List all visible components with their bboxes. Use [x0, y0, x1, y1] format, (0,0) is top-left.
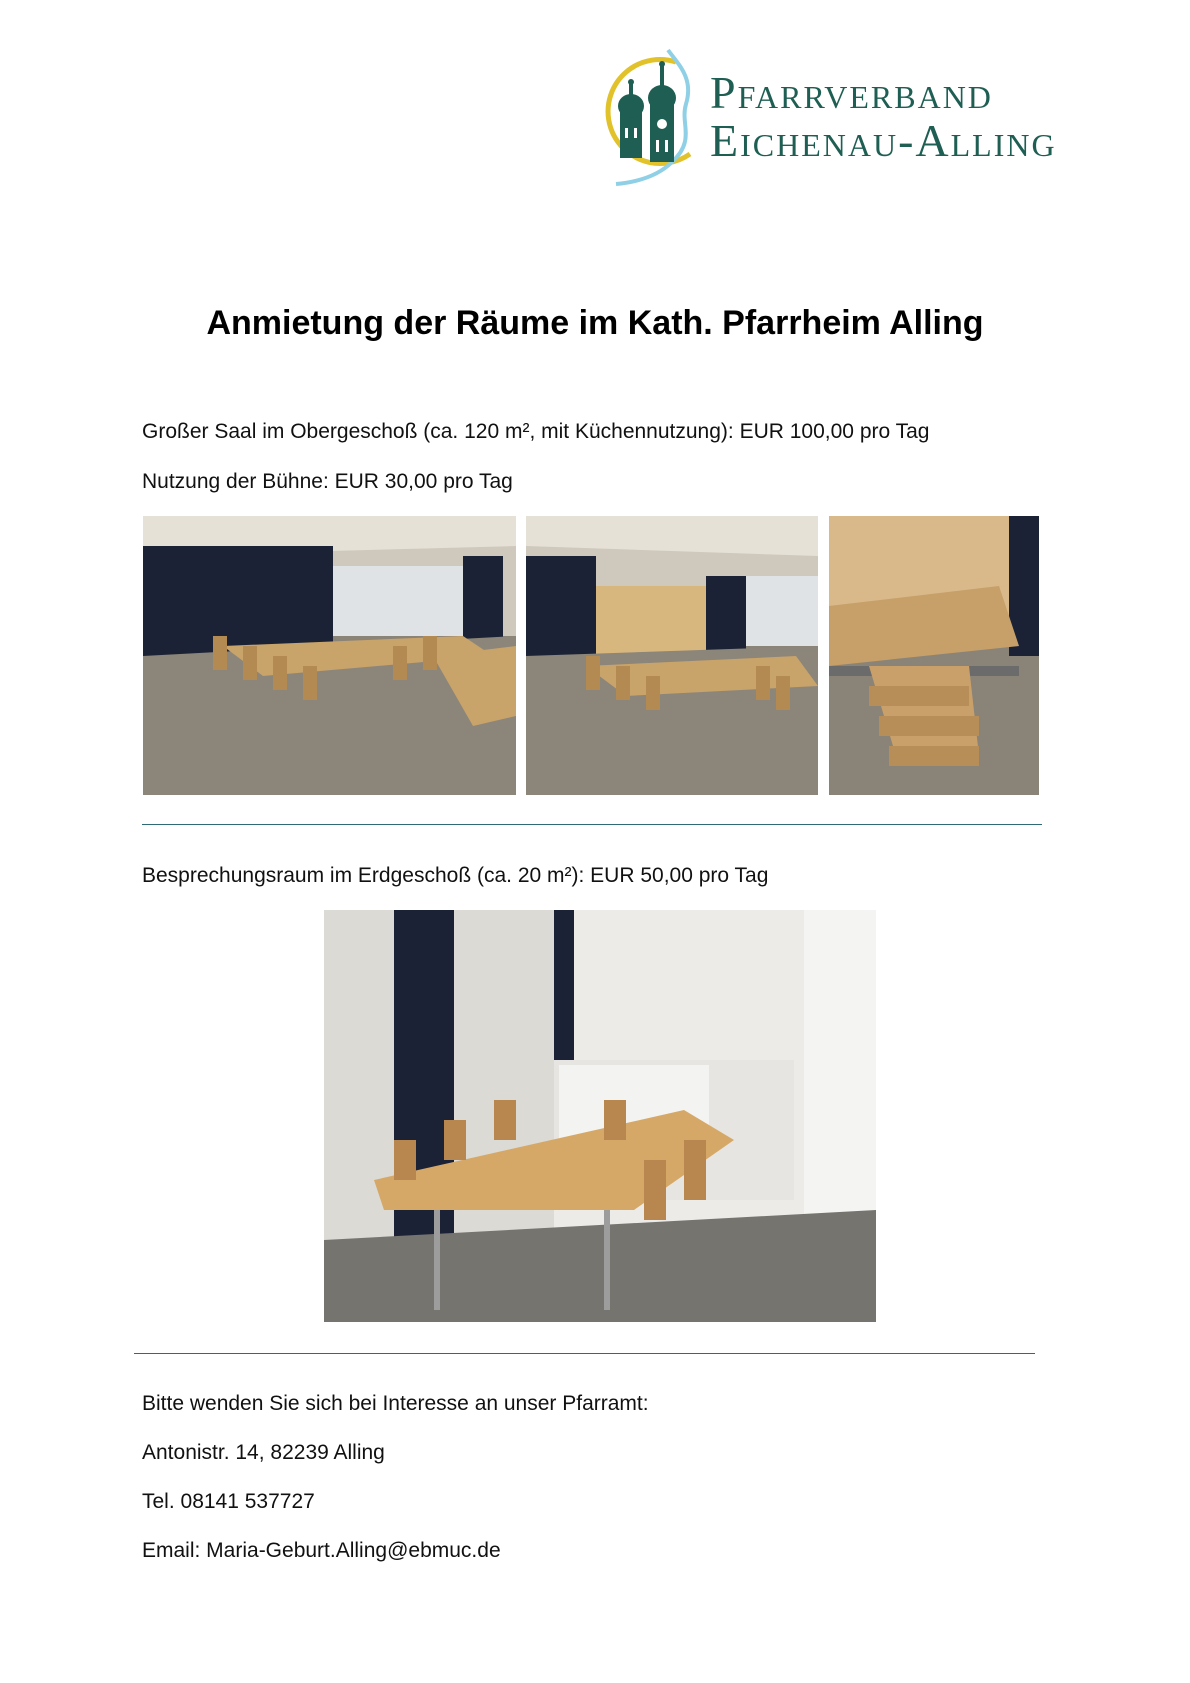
contact-phone: Tel. 08141 537727	[142, 1490, 315, 1513]
contact-intro: Bitte wenden Sie sich bei Interesse an unser Pfarramt:	[142, 1392, 649, 1415]
section-divider	[142, 824, 1042, 825]
photo-besprechungsraum	[324, 910, 876, 1322]
photo-saal-1	[143, 516, 516, 795]
photo-buehne	[829, 516, 1039, 795]
saal-price-text: Großer Saal im Obergeschoß (ca. 120 m², mit Küchennutzung): EUR 100,00 pro Tag	[142, 420, 930, 443]
church-towers-logo-icon	[598, 44, 708, 194]
photo-saal-2	[526, 516, 818, 795]
contact-email[interactable]: Email: Maria-Geburt.Alling@ebmuc.de	[142, 1539, 501, 1562]
parish-logo	[598, 44, 1158, 194]
page-title: Anmietung der Räume im Kath. Pfarrheim Alling	[206, 304, 984, 342]
buehne-price-text: Nutzung der Bühne: EUR 30,00 pro Tag	[142, 470, 513, 493]
contact-address: Antonistr. 14, 82239 Alling	[142, 1441, 385, 1464]
section-divider	[134, 1353, 1035, 1354]
logo-line-1: Pfarrverband	[710, 67, 993, 118]
logo-line-2: Eichenau-Alling	[710, 115, 1057, 166]
besprechung-price-text: Besprechungsraum im Erdgeschoß (ca. 20 m²): EUR 50,00 pro Tag	[142, 864, 769, 887]
